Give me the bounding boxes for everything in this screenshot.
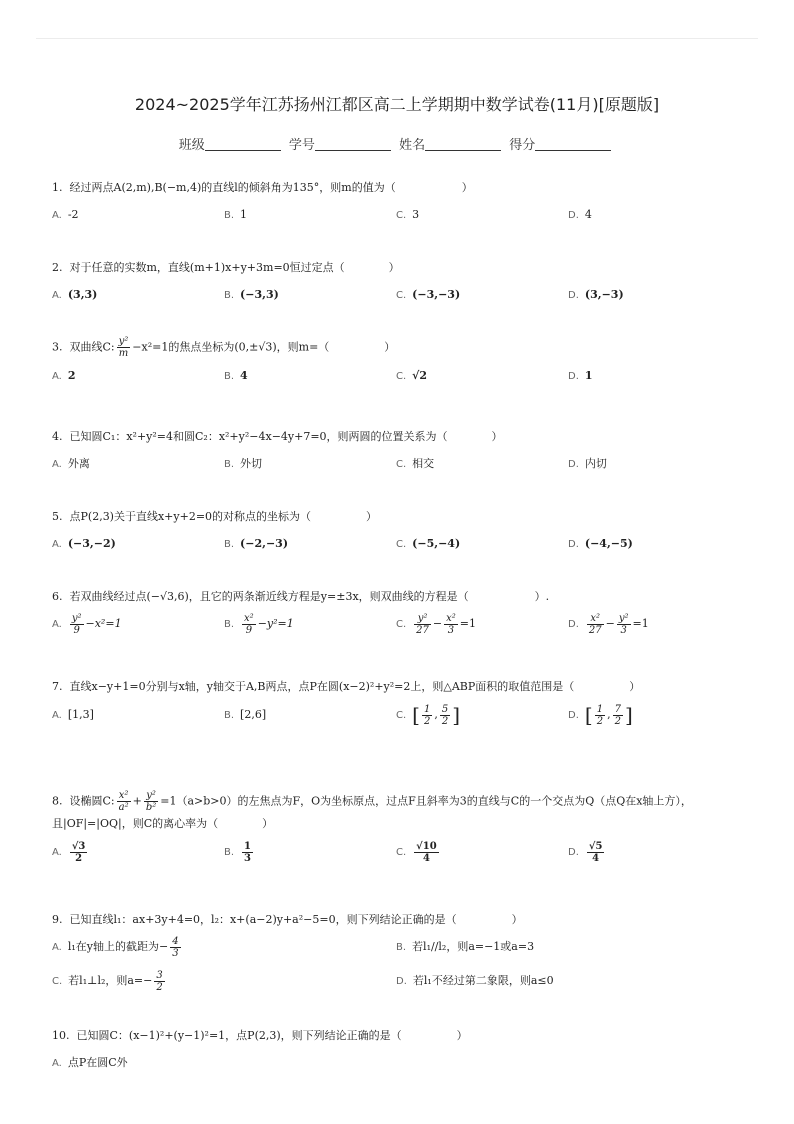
option-d[interactable]: D. 内切 [568, 457, 607, 470]
option-a[interactable]: A. l₁在y轴上的截距为− $\frac{4}{3}$ [52, 935, 179, 959]
question-stem: 3. 双曲线C: $\frac{\text{y²}}{m}$ −x²=1的焦点坐标为(0,±√3)，则m=（ ） [52, 336, 396, 359]
option-a[interactable]: A. 外离 [52, 457, 90, 470]
score-blank [535, 138, 611, 151]
option-d[interactable]: D. (−4,−5) [568, 537, 633, 550]
question-stem: 5. 点P(2,3)关于直线x+y+2=0的对称点的坐标为（ ） [52, 510, 378, 523]
option-b[interactable]: B. (−2,−3) [224, 537, 289, 550]
fraction: $\frac{\text{y²}}{m}$ [118, 336, 129, 359]
name-label: 姓名 [399, 138, 426, 153]
question-stem: 10. 已知圆C：(x−1)²+(y−1)²=1，点P(2,3)，则下列结论正确的是（ ） [52, 1029, 468, 1042]
options-row [52, 1050, 752, 1076]
question-3 [52, 336, 752, 389]
option-a[interactable]: A. -2 [52, 208, 79, 221]
class-label: 班级 [178, 138, 205, 153]
option-b[interactable]: B. 4 [224, 369, 248, 382]
option-c[interactable]: C. √2 [396, 369, 428, 382]
option-c[interactable]: C. (−3,−3) [396, 288, 461, 301]
question-stem: 9. 已知直线l₁：ax+3y+4=0，l₂：x+(a−2)y+a²−5=0，则下列结论正确的是（ ） [52, 913, 523, 926]
option-a[interactable]: A. (3,3) [52, 288, 98, 301]
option-b[interactable]: B. 外切 [224, 457, 263, 470]
options-row [52, 363, 752, 389]
option-a[interactable]: A. 点P在圆C外 [52, 1056, 128, 1069]
options-row [52, 839, 752, 873]
question-9 [52, 910, 752, 998]
question-stem: 7. 直线x−y+1=0分别与x轴，y轴交于A,B两点，点P在圆(x−2)²+y²=2上，则△ABP面积的取值范围是（ ） [52, 680, 641, 693]
question-stem: 2. 对于任意的实数m，直线(m+1)x+y+3m=0恒过定点（ ） [52, 261, 400, 274]
question-2 [52, 258, 752, 308]
option-b[interactable]: B. $\frac{\text{x²}}{9}$ −y²=1 [224, 612, 294, 636]
question-stem: 6. 若双曲线经过点(−√3,6)，且它的两条渐近线方程是y=±3x，则双曲线的方程是（ ）. [52, 590, 550, 603]
option-c[interactable]: C. 相交 [396, 457, 435, 470]
page-title: 2024~2025学年江苏扬州江都区高二上学期期中数学试卷(11月)[原题版] [134, 95, 660, 114]
id-blank [315, 138, 391, 151]
question-1 [52, 178, 752, 228]
option-b[interactable]: B. $\frac{1}{3}$ [224, 840, 252, 864]
options-row [52, 531, 752, 557]
question-5 [52, 507, 752, 557]
option-a[interactable]: A. $\frac{\text{y²}}{9}$ −x²=1 [52, 612, 122, 636]
id-label: 学号 [288, 138, 315, 153]
option-d[interactable]: D. $\frac{\text{x²}}{27}$ − $\frac{\text{y²}}{3}$ =1 [568, 612, 649, 636]
option-d[interactable]: D. [ $\frac{1}{2}$ , $\frac{7}{2}$ ] [568, 703, 633, 727]
option-a[interactable]: A. $\frac{√3}{2}$ [52, 840, 86, 864]
question-stem: 1. 经过两点A(2,m),B(−m,4)的直线l的倾斜角为135°，则m的值为（ ） [52, 181, 473, 194]
option-d[interactable]: D. 1 [568, 369, 593, 382]
option-c[interactable]: C. $\frac{\text{y²}}{27}$ − $\frac{\text{x²}}{3}$ =1 [396, 612, 476, 636]
option-c[interactable]: C. 3 [396, 208, 420, 221]
question-8 [52, 790, 752, 873]
question-6 [52, 587, 752, 643]
option-c[interactable]: C. [ $\frac{1}{2}$ , $\frac{5}{2}$ ] [396, 703, 461, 727]
option-d[interactable]: D. (3,−3) [568, 288, 624, 301]
options-row [52, 451, 752, 477]
options-row [52, 282, 752, 308]
option-c[interactable]: C. $\frac{√10}{4}$ [396, 840, 437, 864]
question-stem: 4. 已知圆C₁：x²+y²=4和圆C₂：x²+y²−4x−4y+7=0，则两圆的位置关系为（ ） [52, 430, 503, 443]
option-b[interactable]: B. 若l₁//l₂，则a=−1或a=3 [396, 940, 535, 953]
option-d[interactable]: D. 若l₁不经过第二象限，则a≤0 [396, 974, 554, 987]
option-b[interactable]: B. [2,6] [224, 708, 267, 721]
question-7 [52, 676, 752, 736]
options-row [52, 968, 752, 998]
option-d[interactable]: D. $\frac{√5}{4}$ [568, 840, 603, 864]
name-blank [425, 138, 501, 151]
option-a[interactable]: A. [1,3] [52, 708, 94, 721]
question-10 [52, 1026, 752, 1076]
option-a[interactable]: A. (−3,−2) [52, 537, 116, 550]
question-stem: 8. 设椭圆C: $\frac{\text{x²}}{\text{a²}}$ + $\frac{\text{y²}}{\text{b²}}$ =1（a>b>0）的左焦点为F，O为坐标原点，过点F且斜率为3的直线与C的一个交点为Q（点Q在x轴上方），且|OF|=|OQ|，则C的离心率为（ ） [52, 790, 692, 830]
class-blank [205, 138, 281, 151]
options-row [52, 702, 752, 736]
score-label: 得分 [509, 138, 536, 153]
question-4 [52, 427, 752, 477]
top-divider [36, 38, 758, 39]
option-c[interactable]: C. (−5,−4) [396, 537, 461, 550]
options-row [52, 202, 752, 228]
option-b[interactable]: B. 1 [224, 208, 248, 221]
options-row [52, 611, 752, 643]
option-b[interactable]: B. (−3,3) [224, 288, 279, 301]
option-d[interactable]: D. 4 [568, 208, 592, 221]
option-c[interactable]: C. 若l₁⊥l₂，则a=− $\frac{3}{2}$ [52, 969, 163, 993]
options-row [52, 934, 752, 964]
option-a[interactable]: A. 2 [52, 369, 76, 382]
student-info-line [0, 134, 794, 153]
